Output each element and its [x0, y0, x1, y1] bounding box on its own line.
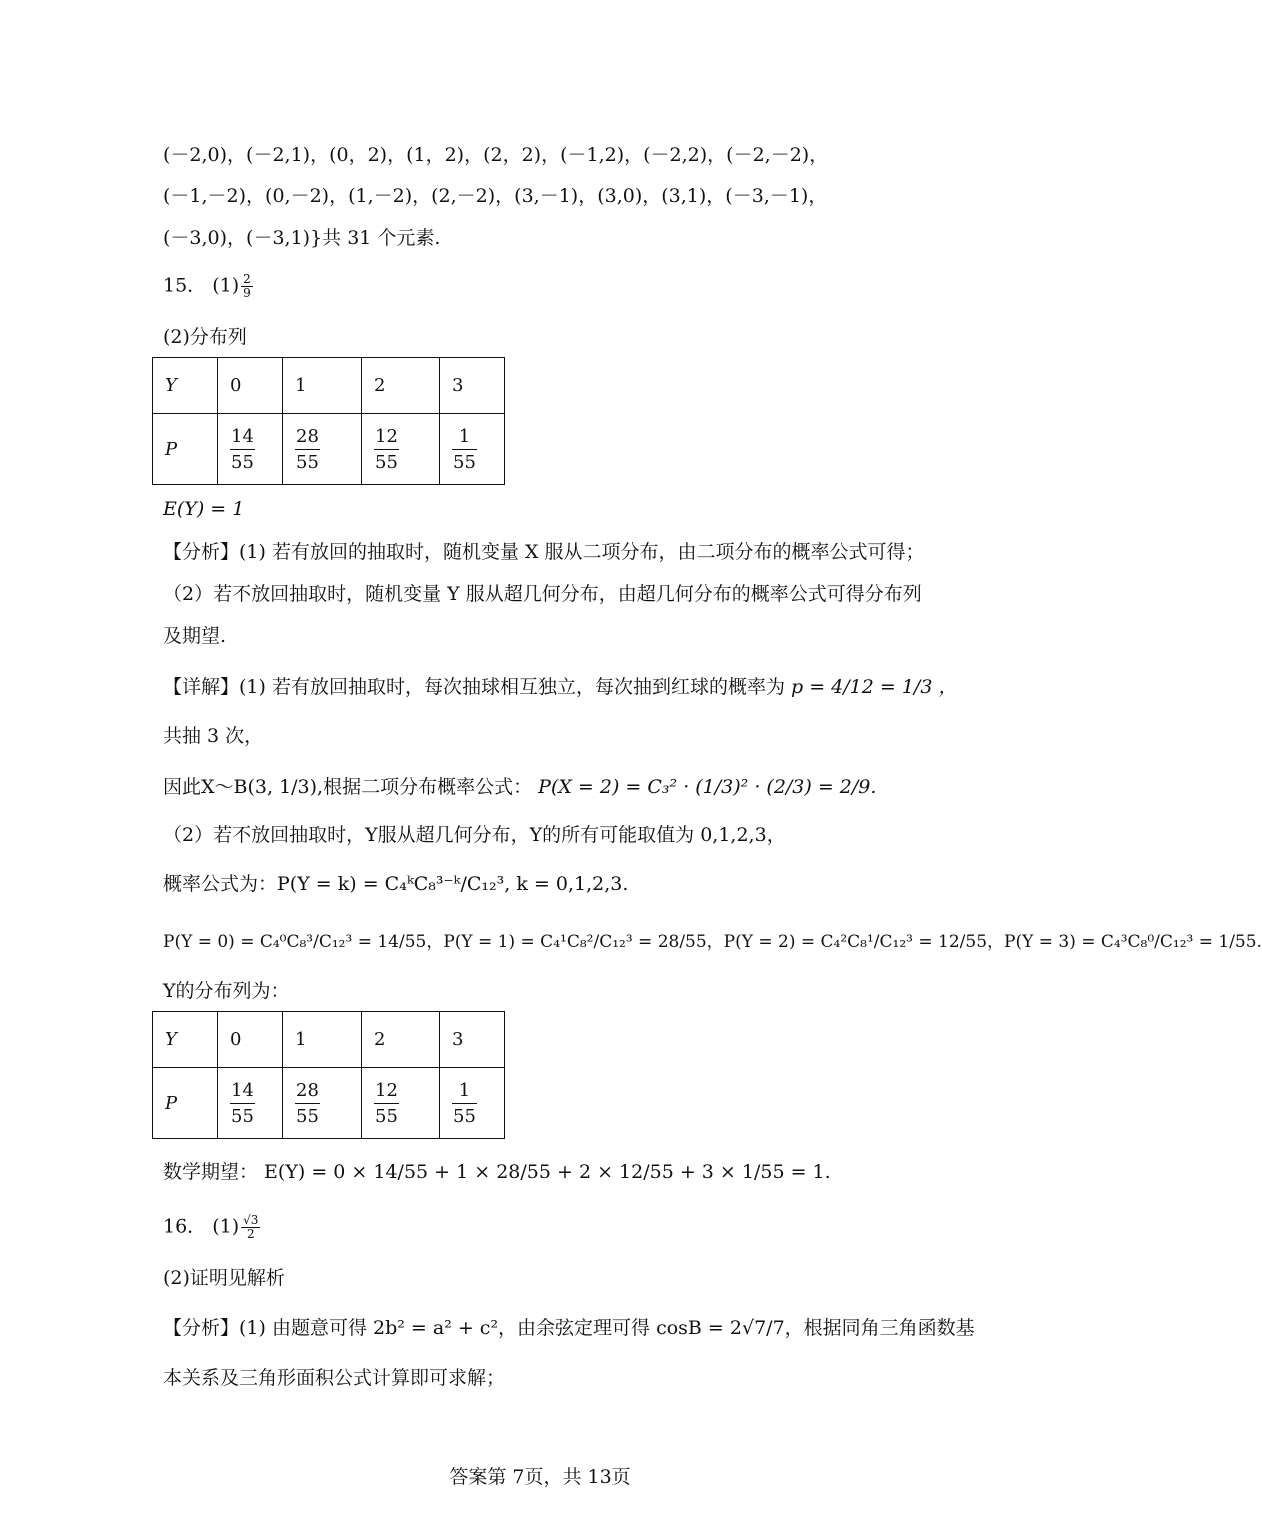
set-line-3: (－3,0)，(－3,1)}共 31 个元素. — [163, 227, 441, 249]
q15-analysis-3: 及期望. — [163, 625, 227, 647]
table-cell: $\frac{28}{55}$ — [283, 1068, 362, 1139]
page-footer: 答案第 7页，共 13页 — [449, 1466, 631, 1488]
table-cell: $\frac{14}{55}$ — [218, 1068, 283, 1139]
q15-detail-7: Y的分布列为： — [163, 980, 290, 1002]
q15-detail-2: 共抽 3 次， — [163, 725, 264, 747]
table-header-cell: 3 — [440, 1012, 505, 1068]
q16-number: 16． — [163, 1215, 207, 1238]
table-cell: $\frac{12}{55}$ — [362, 414, 440, 485]
q15-part1-label: (1) — [212, 274, 240, 297]
q15-number: 15． — [163, 274, 207, 297]
table-cell: $\frac{28}{55}$ — [283, 414, 362, 485]
q16-analysis-2: 本关系及三角形面积公式计算即可求解； — [163, 1367, 506, 1389]
table-header-cell: 3 — [440, 358, 505, 414]
q16-analysis-1: 【分析】(1) 由题意可得 2b² = a² + c²，由余弦定理可得 cosB = 2√7/7，根据同角三角函数基 — [163, 1317, 975, 1339]
table-header-cell: 1 — [283, 1012, 362, 1068]
q16-part1-label: (1) — [212, 1215, 240, 1238]
table-cell: $\frac{1}{55}$ — [440, 414, 505, 485]
distribution-table-1 — [152, 357, 505, 485]
table-cell: $\frac{14}{55}$ — [218, 414, 283, 485]
table-header-y: Y — [153, 1012, 218, 1068]
table-header-cell: 0 — [218, 358, 283, 414]
q15-final-expectation: 数学期望： E(Y) = 0 × 14/55 + 1 × 28/55 + 2 × 12/55 + 3 × 1/55 = 1. — [163, 1161, 831, 1183]
table-cell: $\frac{12}{55}$ — [362, 1068, 440, 1139]
q15-answer-1 — [163, 273, 255, 300]
q15-answer-2: (2)分布列 — [163, 326, 247, 348]
q16-answer-2: (2)证明见解析 — [163, 1267, 285, 1289]
table-header-cell: 2 — [362, 1012, 440, 1068]
table-header-y: Y — [153, 358, 218, 414]
q15-part1-fraction: $\frac{2}{9}$ — [243, 272, 251, 300]
table-header-cell: 2 — [362, 358, 440, 414]
q15-expectation: E(Y) = 1 — [163, 498, 245, 520]
q16-answer-1 — [163, 1214, 262, 1241]
table-header-cell: 1 — [283, 358, 362, 414]
q15-detail-5: 概率公式为：P(Y = k) = C₄ᵏC₈³⁻ᵏ/C₁₂³, k = 0,1,2,3. — [163, 873, 629, 895]
table-cell: $\frac{1}{55}$ — [440, 1068, 505, 1139]
q16-part1-fraction: $\frac{√3}{2}$ — [243, 1213, 259, 1241]
table-row-label-p: P — [153, 414, 218, 485]
q15-detail-4: （2）若不放回抽取时，Y服从超几何分布，Y的所有可能取值为 0,1,2,3， — [163, 824, 786, 846]
set-line-1: (－2,0)，(－2,1)，(0，2)，(1，2)，(2，2)，(－1,2)，(－2,2)，(－2,－2)， — [163, 144, 829, 166]
q15-detail-6: P(Y = 0) = C₄⁰C₈³/C₁₂³ = 14/55，P(Y = 1) = C₄¹C₈²/C₁₂³ = 28/55，P(Y = 2) = C₄²C₈¹/C₁₂³ = 12/55，P(Y = 3) = C₄³C₈⁰/C₁₂³ = 1/55. — [163, 932, 1262, 952]
q15-detail-3: 因此X～B(3, 1/3),根据二项分布概率公式： P(X = 2) = C₃² · (1/3)² · (2/3) = 2/9. — [163, 776, 877, 798]
set-line-2: (－1,－2)，(0,－2)，(1,－2)，(2,－2)，(3,－1)，(3,0)，(3,1)，(－3,－1)， — [163, 185, 828, 207]
q15-analysis-1: 【分析】(1) 若有放回的抽取时，随机变量 X 服从二项分布，由二项分布的概率公式可得； — [163, 541, 925, 563]
distribution-table-2 — [152, 1011, 505, 1139]
table-header-cell: 0 — [218, 1012, 283, 1068]
q15-analysis-2: （2）若不放回抽取时，随机变量 Y 服从超几何分布，由超几何分布的概率公式可得分布列 — [163, 583, 922, 605]
table-row-label-p: P — [153, 1068, 218, 1139]
q15-detail-1: 【详解】(1) 若有放回抽取时，每次抽球相互独立，每次抽到红球的概率为 p = 4/12 = 1/3 ， — [163, 676, 958, 698]
